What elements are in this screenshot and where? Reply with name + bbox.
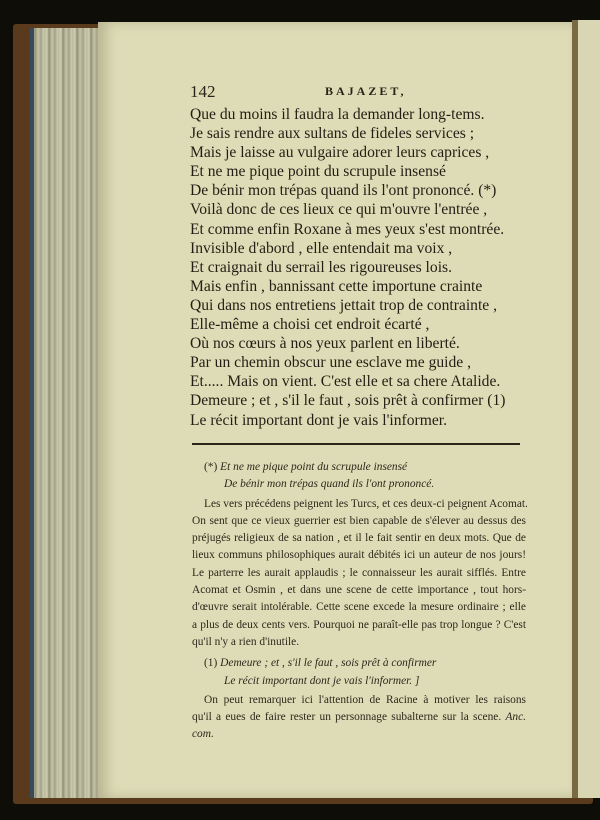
footnote-line: Acomat et Osmin , et dans une scene de cette importance , tout hors- bbox=[192, 584, 526, 597]
verse-line: De bénir mon trépas quand ils l'ont prononcé. (*) bbox=[190, 182, 497, 200]
footnote-source-abbrev: com. bbox=[192, 728, 214, 741]
footnotes bbox=[192, 459, 526, 744]
verse-line: Elle-même a choisi cet endroit écarté , bbox=[190, 316, 430, 334]
verse-line: Invisible d'abord , elle entendait ma voix , bbox=[190, 239, 453, 257]
page-edges bbox=[30, 28, 100, 798]
verse-line: Et..... Mais on vient. C'est elle et sa chere Atalide. bbox=[190, 373, 501, 391]
verse-line: Que du moins il faudra la demander long-tems. bbox=[190, 106, 485, 123]
verse-line: Mais je laisse au vulgaire adorer leurs caprices , bbox=[190, 144, 490, 162]
verse-line: Voilà donc de ces lieux ce qui m'ouvre l'entrée , bbox=[190, 201, 488, 219]
verse-line: Où nos cœurs à nos yeux parlent en liberté. bbox=[190, 335, 460, 353]
footnote-marker: (1) bbox=[204, 657, 218, 670]
verse-line: Par un chemin obscur une esclave me guide , bbox=[190, 354, 472, 372]
verse-line: Demeure ; et , s'il le faut , sois prêt à confirmer (1) bbox=[190, 392, 506, 410]
footnote-quote-line: Le récit important dont je vais l'informer. ] bbox=[224, 674, 420, 687]
verse-line: Mais enfin , bannissant cette importune crainte bbox=[190, 277, 483, 295]
verse-block bbox=[190, 105, 535, 430]
running-title: BAJAZET, bbox=[325, 84, 407, 98]
footnote-2-quote bbox=[192, 655, 526, 672]
footnote-2-text bbox=[192, 692, 526, 744]
footnote-line bbox=[192, 709, 526, 726]
footnote-1-quote bbox=[192, 459, 526, 476]
footnote-line: lieux communs philosophiques aurait débités ici un auteur de nos jours! bbox=[192, 549, 526, 562]
footnote-quote-line: De bénir mon trépas quand ils l'ont prononcé. bbox=[224, 478, 435, 491]
footnote-line: qu'il n'y a rien d'inutile. bbox=[192, 635, 300, 648]
verse-line: Je sais rendre aux sultans de fideles services ; bbox=[190, 125, 475, 143]
footnote-line: On peut remarquer ici l'attention de Racine à motiver les raisons bbox=[204, 693, 526, 706]
footnote-1-text bbox=[192, 496, 526, 652]
footnote-line-text: qu'il a eues de faire rester un personnage subalterne sur la scene. bbox=[192, 711, 502, 724]
footnote-quote-line: Demeure ; et , s'il le faut , sois prêt à confirmer bbox=[220, 657, 437, 670]
footnote-line: Le parterre les aurait applaudis ; le connaisseur les aurait sifflés. Entre bbox=[192, 566, 526, 579]
verse-line: Et comme enfin Roxane à mes yeux s'est montrée. bbox=[190, 220, 505, 238]
footnote-line: Les vers précédens peignent les Turcs, et ces deux-ci peignent Acomat. bbox=[204, 497, 528, 510]
page-number: 142 bbox=[190, 82, 216, 101]
page-header bbox=[190, 82, 525, 102]
verse-line: Le récit important dont je vais l'informer. bbox=[190, 411, 447, 429]
footnote-line: On sent que ce vieux guerrier est bien capable de s'élever au dessus des bbox=[192, 514, 526, 527]
verse-line: Et craignait du serrail les rigoureuses lois. bbox=[190, 258, 452, 276]
verse-line: Et ne me pique point du scrupule insensé bbox=[190, 163, 446, 181]
footnote-marker: (*) bbox=[204, 461, 218, 473]
verse-line: Qui dans nos entretiens jettait trop de contrainte , bbox=[190, 296, 498, 314]
footnote-line: a plus de deux cents vers. Pourquoi ne paraît-elle pas trop longue ? C'est bbox=[192, 618, 526, 631]
footnote-line: préjugés religieux de sa nation , et il le fait sentir en deux mots. Que de bbox=[192, 532, 526, 545]
footnote-line: d'œuvre serait intolérable. Cette scene excede la mesure ordinaire ; elle bbox=[192, 601, 526, 614]
footnote-rule bbox=[192, 443, 520, 445]
facing-page-edge bbox=[578, 20, 600, 798]
footnote-source-abbrev: Anc. bbox=[505, 711, 526, 724]
footnote-quote-line: Et ne me pique point du scrupule insensé bbox=[220, 461, 408, 473]
